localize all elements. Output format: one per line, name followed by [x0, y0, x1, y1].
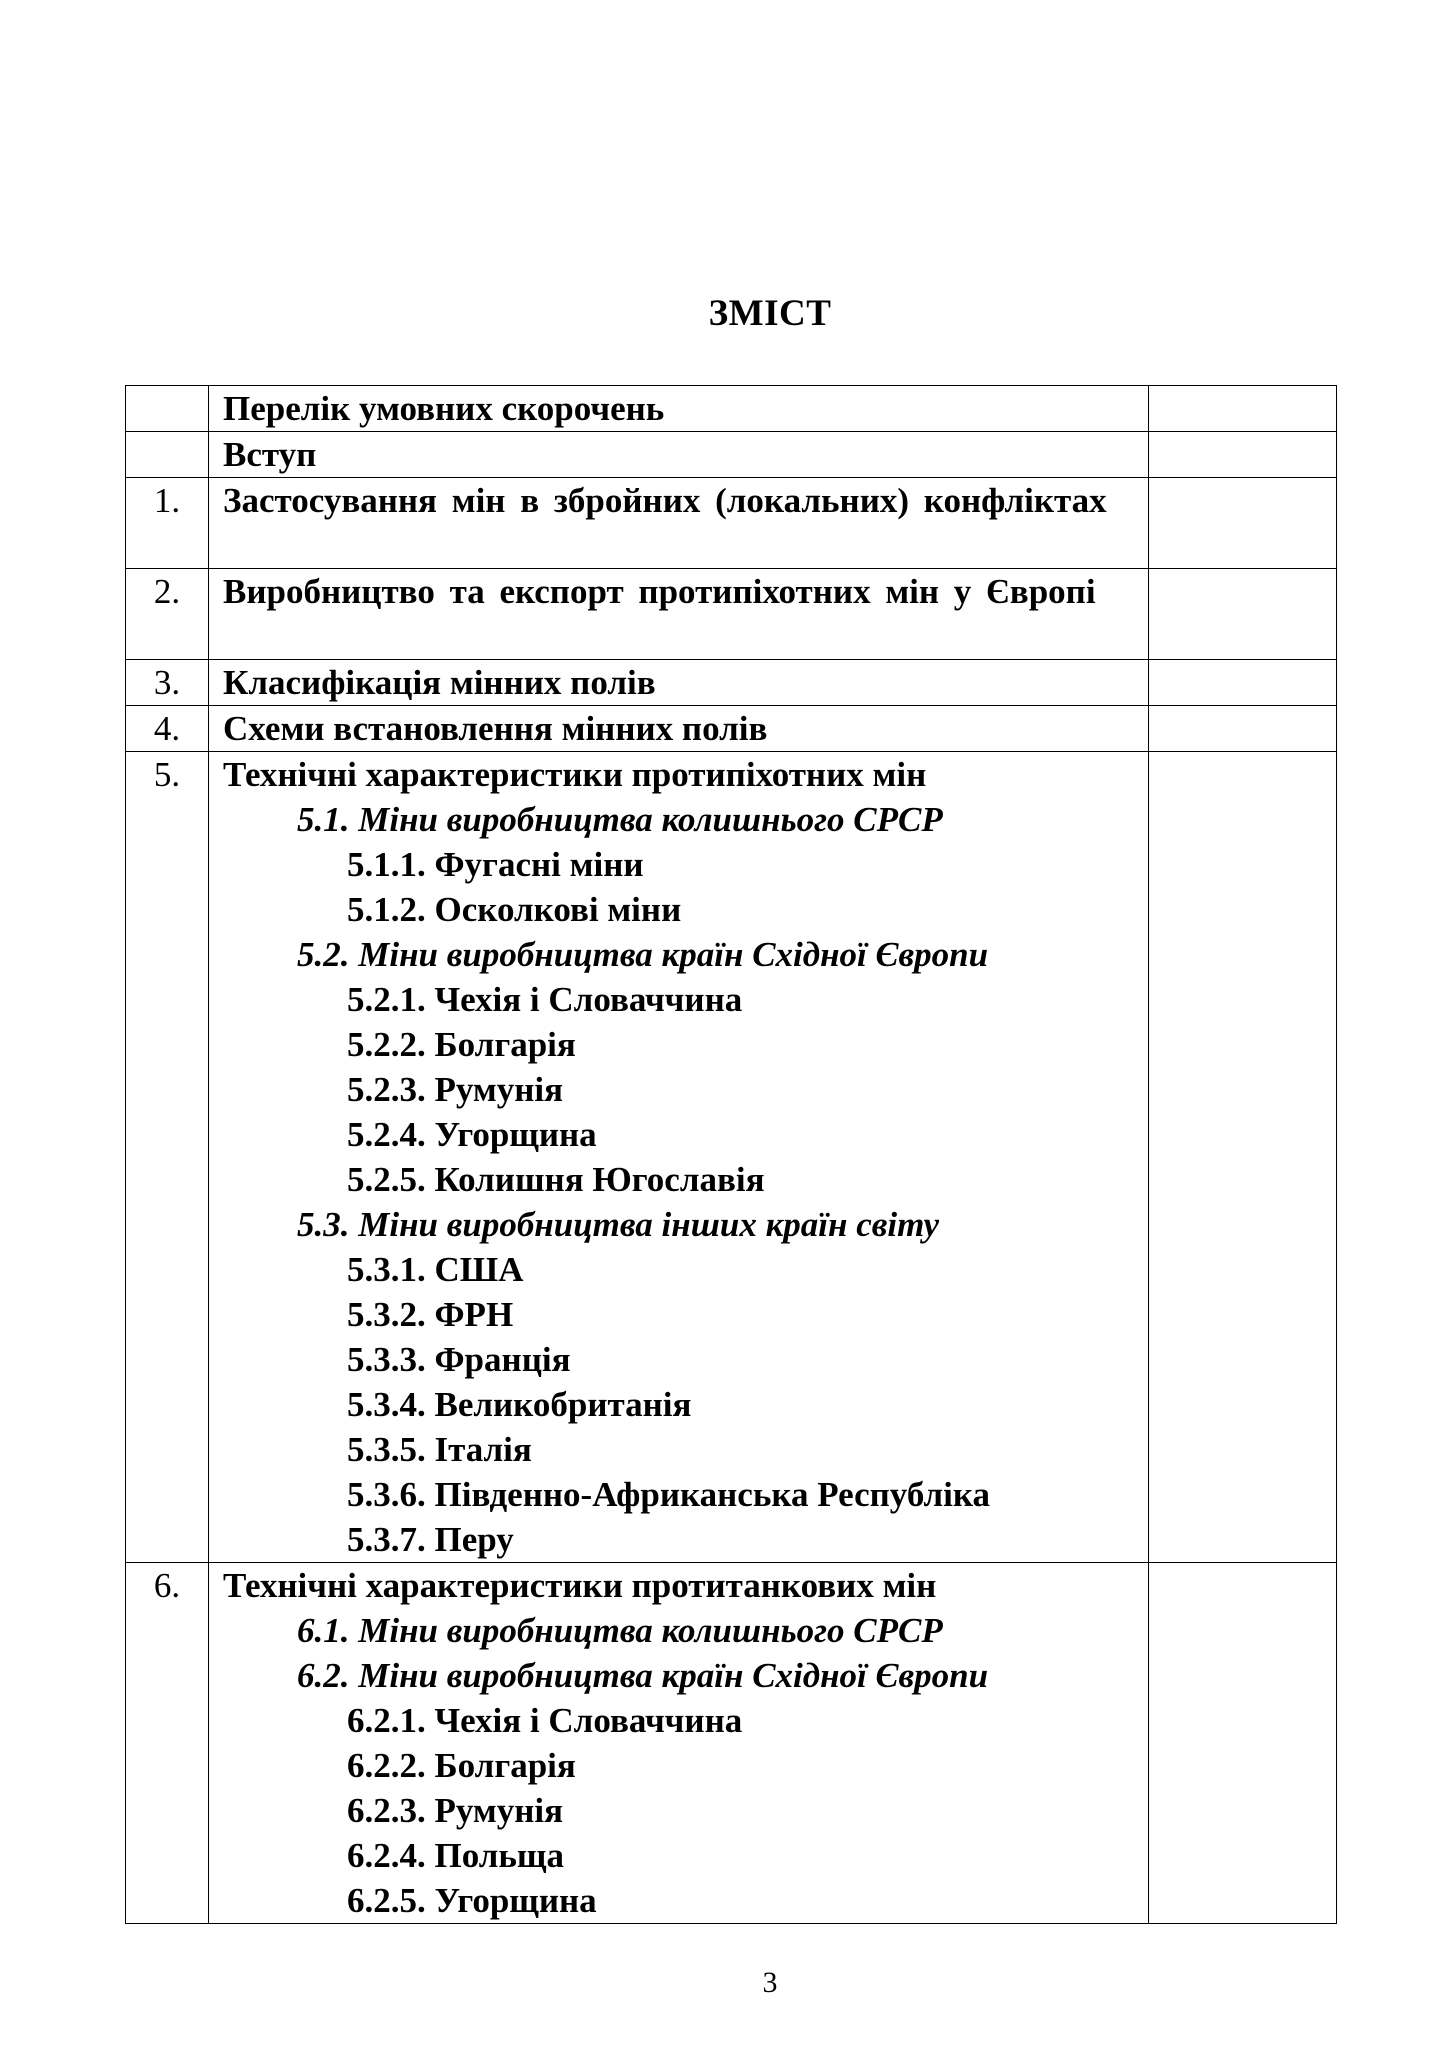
toc-subsection: 5.3. Міни виробництва інших країн світу — [297, 1205, 939, 1244]
toc-subsection: 6.2.5. Угорщина — [347, 1881, 597, 1920]
toc-number: 3. — [126, 660, 209, 706]
toc-page-cell — [1149, 569, 1337, 660]
toc-page-cell — [1149, 1563, 1337, 1924]
page-title: ЗМІСТ — [708, 293, 832, 334]
toc-entry-title: Класифікація мінних полів — [209, 660, 1149, 706]
table-row — [126, 569, 1337, 660]
toc-entry-title: Застосування мін в збройних (локальних) конфліктах — [223, 481, 1107, 520]
table-row — [126, 432, 1337, 478]
table-row — [126, 478, 1337, 569]
toc-subsection: 5.2.3. Румунія — [347, 1070, 564, 1109]
toc-subsection: 5.1.1. Фугасні міни — [347, 845, 644, 884]
table-of-contents — [125, 385, 1337, 1924]
toc-entry-title: Схеми встановлення мінних полів — [209, 706, 1149, 752]
page-number: 3 — [762, 1966, 778, 1999]
toc-page-cell — [1149, 660, 1337, 706]
toc-subsection: 5.2. Міни виробництва країн Східної Європи — [297, 935, 989, 974]
toc-number: 1. — [126, 478, 209, 569]
toc-page-cell — [1149, 432, 1337, 478]
toc-entry-title: Вступ — [209, 432, 1149, 478]
toc-subsection: 5.2.4. Угорщина — [347, 1115, 597, 1154]
table-row — [126, 386, 1337, 432]
toc-number: 5. — [126, 752, 209, 1563]
toc-page-cell — [1149, 706, 1337, 752]
toc-entry-title: Перелік умовних скорочень — [209, 386, 1149, 432]
toc-subsection: 6.2.3. Румунія — [347, 1791, 564, 1830]
toc-subsection: 5.1.2. Осколкові міни — [347, 890, 682, 929]
toc-subsection: 5.2.2. Болгарія — [347, 1025, 576, 1064]
toc-subsection: 5.3.7. Перу — [347, 1520, 514, 1559]
toc-subsection: 5.2.1. Чехія і Словаччина — [347, 980, 743, 1019]
toc-subsection: 5.3.6. Південно-Африканська Республіка — [347, 1475, 990, 1514]
toc-subsection: 6.2.4. Польща — [347, 1836, 564, 1875]
toc-number — [126, 432, 209, 478]
toc-subsection: 6.1. Міни виробництва колишнього СРСР — [297, 1611, 943, 1650]
toc-number: 4. — [126, 706, 209, 752]
toc-subsection: 5.3.4. Великобританія — [347, 1385, 692, 1424]
toc-page-cell — [1149, 478, 1337, 569]
toc-number: 6. — [126, 1563, 209, 1924]
toc-subsection: 5.3.2. ФРН — [347, 1295, 514, 1334]
toc-entry-title: Виробництво та експорт протипіхотних мін у Європі — [223, 572, 1096, 611]
toc-page-cell — [1149, 752, 1337, 1563]
toc-subsection: 5.3.3. Франція — [347, 1340, 571, 1379]
table-row — [126, 660, 1337, 706]
toc-subsection: 6.2.2. Болгарія — [347, 1746, 576, 1785]
toc-subsection: 6.2.1. Чехія і Словаччина — [347, 1701, 743, 1740]
toc-subsection: 5.1. Міни виробництва колишнього СРСР — [297, 800, 943, 839]
toc-subsection: 5.3.5. Італія — [347, 1430, 532, 1469]
toc-number — [126, 386, 209, 432]
toc-subsection: 5.3.1. США — [347, 1250, 524, 1289]
table-row — [126, 752, 1337, 1563]
table-row — [126, 706, 1337, 752]
toc-subsection: 6.2. Міни виробництва країн Східної Європи — [297, 1656, 989, 1695]
toc-subsection: 5.2.5. Колишня Югославія — [347, 1160, 765, 1199]
table-row — [126, 1563, 1337, 1924]
toc-entry-title: Технічні характеристики протипіхотних мін — [223, 755, 927, 794]
toc-entry-title: Технічні характеристики протитанкових мін — [223, 1566, 937, 1605]
toc-number: 2. — [126, 569, 209, 660]
toc-page-cell — [1149, 386, 1337, 432]
